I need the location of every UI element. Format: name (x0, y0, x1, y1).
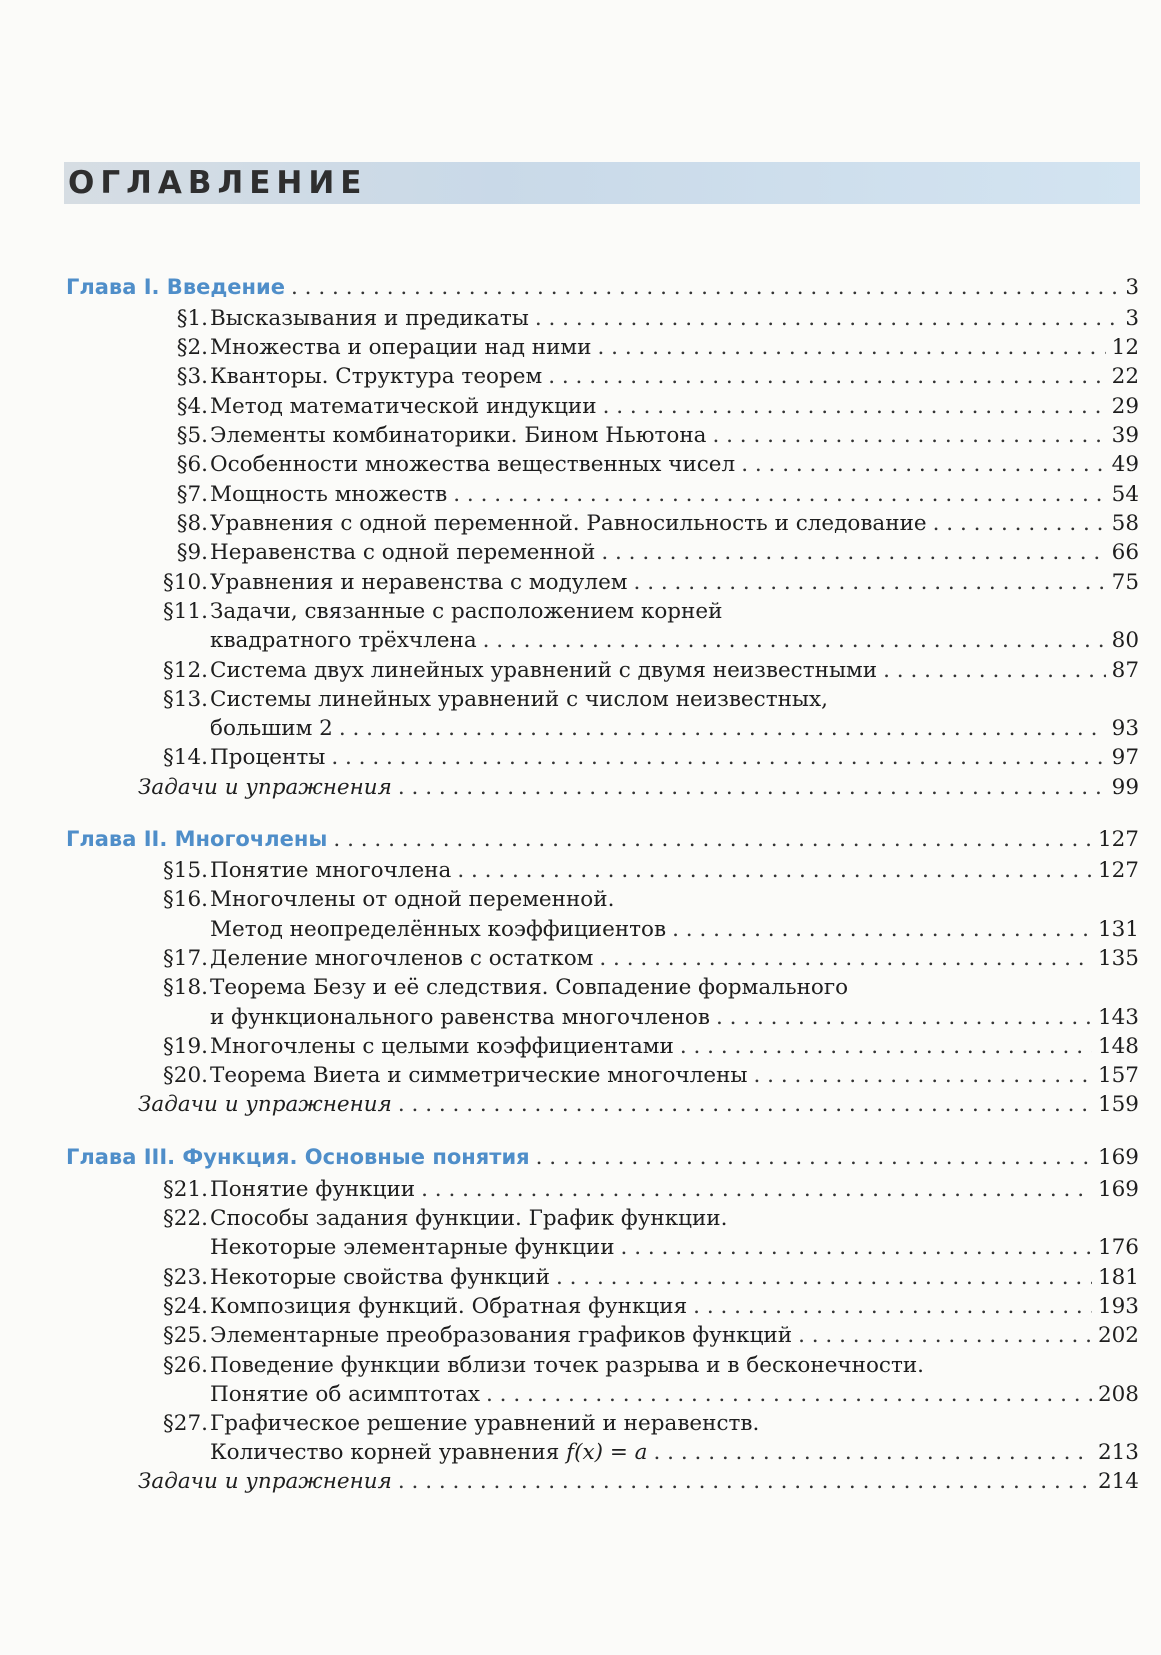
section-number: §16. (163, 887, 208, 912)
page-number: 213 (1097, 1440, 1139, 1465)
section-number: §27. (163, 1411, 208, 1436)
section-number: §4. (176, 394, 208, 419)
dot-leader (453, 480, 1105, 510)
page-number: 29 (1111, 394, 1139, 419)
dot-leader (654, 1438, 1092, 1468)
toc-row (0, 333, 1161, 363)
entry-title: Уравнения с одной переменной. Равносильность и следование (210, 511, 927, 536)
dot-leader (535, 304, 1119, 334)
page-number: 131 (1097, 917, 1139, 942)
entry-title: Некоторые свойства функций (210, 1265, 550, 1290)
page-number: 12 (1111, 335, 1139, 360)
toc-row (0, 1438, 1161, 1468)
entry-title: Задачи, связанные с расположением корней (210, 599, 723, 624)
entry-title: Проценты (210, 745, 326, 770)
page-number: 169 (1097, 1145, 1139, 1170)
page-number: 97 (1111, 745, 1139, 770)
page-number: 39 (1111, 423, 1139, 448)
toc-row (0, 773, 1161, 803)
section-number: §11. (163, 599, 208, 624)
entry-title: Композиция функций. Обратная функция (210, 1294, 688, 1319)
dot-leader (556, 1263, 1092, 1293)
dot-leader (693, 1292, 1092, 1322)
dot-leader (741, 450, 1105, 480)
page-number: 58 (1111, 511, 1139, 536)
page-number: 169 (1097, 1177, 1139, 1202)
toc-row (0, 973, 1161, 1003)
toc-row (0, 1467, 1161, 1497)
entry-title: Системы линейных уравнений с числом неизвестных, (210, 687, 828, 712)
section-number: §12. (163, 658, 208, 683)
toc-row (0, 1142, 1161, 1172)
toc-row (0, 685, 1161, 715)
page-number: 75 (1111, 570, 1139, 595)
page-number: 214 (1097, 1469, 1139, 1494)
toc-row (0, 1321, 1161, 1351)
dot-leader (754, 1061, 1092, 1091)
dot-leader (339, 714, 1106, 744)
entry-title: Теорема Безу и её следствия. Совпадение формального (210, 975, 849, 1000)
entry-title: Многочлены от одной переменной. (210, 887, 615, 912)
dot-leader (716, 1003, 1092, 1033)
page-title: ОГЛАВЛЕНИЕ (68, 165, 368, 201)
entry-title: Мощность множеств (210, 482, 448, 507)
page-number: 135 (1097, 946, 1139, 971)
section-number: §1. (176, 306, 208, 331)
page-number: 127 (1097, 858, 1139, 883)
entry-title: Понятие об асимптотах (210, 1382, 481, 1407)
dot-leader (933, 509, 1106, 539)
section-number: §7. (176, 482, 208, 507)
entry-title: Деление многочленов с остатком (210, 946, 594, 971)
entry-title: Понятие многочлена (210, 858, 452, 883)
entry-title: квадратного трёхчлена (210, 628, 477, 653)
section-number: §19. (163, 1034, 208, 1059)
page-number: 143 (1097, 1005, 1139, 1030)
toc-row (0, 626, 1161, 656)
entry-title: Способы задания функции. График функции. (210, 1206, 728, 1231)
dot-leader (798, 1321, 1092, 1351)
toc-row (0, 1380, 1161, 1410)
toc-row (0, 714, 1161, 744)
toc-row (0, 1032, 1161, 1062)
dot-leader (398, 773, 1106, 803)
entry-title: Элементы комбинаторики. Бином Ньютона (210, 423, 707, 448)
entry-title: Элементарные преобразования графиков функций (210, 1323, 793, 1348)
entry-title: Метод неопределённых коэффициентов (210, 917, 667, 942)
entry-title: Неравенства с одной переменной (210, 540, 596, 565)
toc-row (0, 450, 1161, 480)
dot-leader (483, 626, 1106, 656)
entry-title: Количество корней уравнения f(x) = a (210, 1440, 648, 1465)
dot-leader (548, 362, 1105, 392)
dot-leader (536, 1143, 1092, 1173)
entry-title: Задачи и упражнения (138, 1469, 392, 1494)
section-number: §22. (163, 1206, 208, 1231)
toc-row (0, 856, 1161, 886)
page-number: 193 (1097, 1294, 1139, 1319)
toc-row (0, 1003, 1161, 1033)
toc-row (0, 1204, 1161, 1234)
section-number: §21. (163, 1177, 208, 1202)
section-number: §18. (163, 975, 208, 1000)
dot-leader (597, 333, 1105, 363)
chapter-title: Глава I. Введение (66, 275, 286, 299)
page-number: 208 (1097, 1382, 1139, 1407)
toc-row (0, 597, 1161, 627)
entry-title: Особенности множества вещественных чисел (210, 452, 736, 477)
dot-leader (599, 944, 1092, 974)
toc-row (0, 1090, 1161, 1120)
chapter-title: Глава III. Функция. Основные понятия (66, 1145, 530, 1169)
entry-title: Задачи и упражнения (138, 1092, 392, 1117)
page-number: 157 (1097, 1063, 1139, 1088)
page-number: 148 (1097, 1034, 1139, 1059)
entry-title: Многочлены с целыми коэффициентами (210, 1034, 674, 1059)
section-number: §9. (176, 540, 208, 565)
toc-row (0, 421, 1161, 451)
section-number: §5. (176, 423, 208, 448)
toc-row (0, 1233, 1161, 1263)
page-number: 66 (1111, 540, 1139, 565)
entry-title: Уравнения и неравенства с модулем (210, 570, 628, 595)
toc-row (0, 568, 1161, 598)
section-number: §24. (163, 1294, 208, 1319)
toc-row (0, 362, 1161, 392)
entry-title: большим 2 (210, 716, 333, 741)
section-number: §23. (163, 1265, 208, 1290)
toc-row (0, 824, 1161, 854)
entry-title: Поведение функции вблизи точек разрыва и в бесконечности. (210, 1353, 925, 1378)
dot-leader (333, 825, 1092, 855)
page-number: 202 (1097, 1323, 1139, 1348)
entry-title: Некоторые элементарные функции (210, 1235, 615, 1260)
entry-title: Метод математической индукции (210, 394, 597, 419)
toc-row (0, 304, 1161, 334)
dot-leader (603, 392, 1106, 422)
toc-row (0, 1263, 1161, 1293)
toc-row (0, 1409, 1161, 1439)
toc-row (0, 743, 1161, 773)
dot-leader (601, 538, 1105, 568)
section-number: §3. (176, 364, 208, 389)
section-number: §26. (163, 1353, 208, 1378)
dot-leader (398, 1090, 1092, 1120)
dot-leader (634, 568, 1106, 598)
toc-row (0, 1351, 1161, 1381)
section-number: §6. (176, 452, 208, 477)
section-number: §20. (163, 1063, 208, 1088)
toc-row (0, 656, 1161, 686)
page-number: 3 (1125, 306, 1139, 331)
entry-title: Понятие функции (210, 1177, 416, 1202)
entry-title: Множества и операции над ними (210, 335, 592, 360)
section-number: §10. (163, 570, 208, 595)
toc-row (0, 915, 1161, 945)
page-number: 87 (1111, 658, 1139, 683)
dot-leader (486, 1380, 1092, 1410)
entry-title: Система двух линейных уравнений с двумя неизвестными (210, 658, 878, 683)
toc-row (0, 538, 1161, 568)
page-number: 159 (1097, 1092, 1139, 1117)
section-number: §2. (176, 335, 208, 360)
toc-row (0, 885, 1161, 915)
dot-leader (291, 273, 1119, 303)
toc-row (0, 272, 1161, 302)
page-number: 176 (1097, 1235, 1139, 1260)
page-number: 3 (1125, 275, 1139, 300)
toc-row (0, 392, 1161, 422)
section-number: §14. (163, 745, 208, 770)
toc-row (0, 1061, 1161, 1091)
chapter-title: Глава II. Многочлены (66, 827, 328, 851)
section-number: §15. (163, 858, 208, 883)
dot-leader (398, 1467, 1092, 1497)
entry-title: Высказывания и предикаты (210, 306, 529, 331)
page-number: 93 (1111, 716, 1139, 741)
page-number: 49 (1111, 452, 1139, 477)
dot-leader (331, 743, 1105, 773)
dot-leader (621, 1233, 1092, 1263)
entry-title: и функционального равенства многочленов (210, 1005, 710, 1030)
section-number: §13. (163, 687, 208, 712)
toc-row (0, 1175, 1161, 1205)
section-number: §17. (163, 946, 208, 971)
toc-row (0, 509, 1161, 539)
page-number: 80 (1111, 628, 1139, 653)
entry-title: Теорема Виета и симметрические многочлены (210, 1063, 748, 1088)
toc-row (0, 480, 1161, 510)
dot-leader (883, 656, 1106, 686)
page-number: 127 (1097, 827, 1139, 852)
dot-leader (712, 421, 1105, 451)
dot-leader (421, 1175, 1092, 1205)
page-number: 22 (1111, 364, 1139, 389)
toc-row (0, 1292, 1161, 1322)
section-number: §8. (176, 511, 208, 536)
dot-leader (672, 915, 1092, 945)
page-number: 181 (1097, 1265, 1139, 1290)
entry-title: Задачи и упражнения (138, 775, 392, 800)
section-number: §25. (163, 1323, 208, 1348)
page-number: 99 (1111, 775, 1139, 800)
page-number: 54 (1111, 482, 1139, 507)
dot-leader (457, 856, 1092, 886)
dot-leader (680, 1032, 1092, 1062)
toc-row (0, 944, 1161, 974)
entry-title: Кванторы. Структура теорем (210, 364, 543, 389)
entry-title: Графическое решение уравнений и неравенств. (210, 1411, 760, 1436)
